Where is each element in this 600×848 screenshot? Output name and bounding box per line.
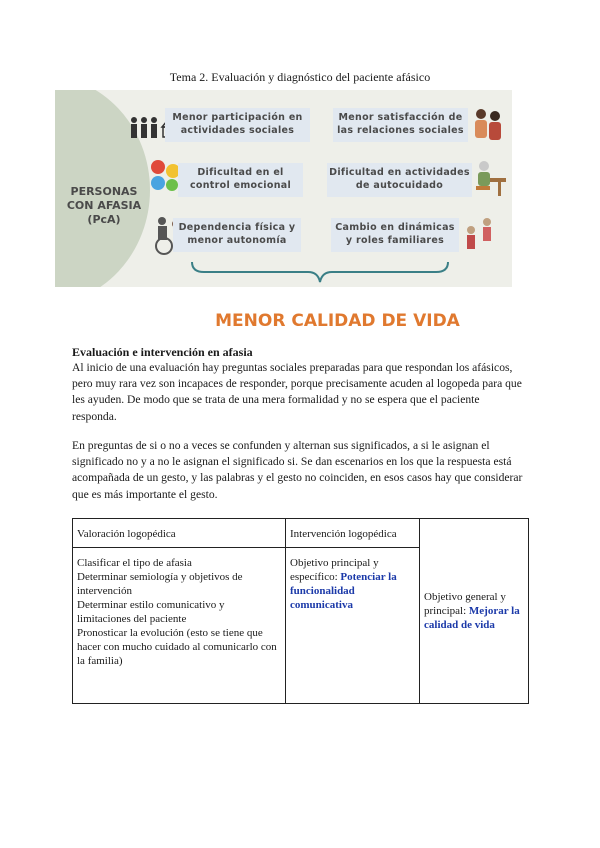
paragraph: Al inicio de una evaluación hay preguntas sociales preparadas para que respondan los afásicos, pero muy rara vez son incapaces de responder, porque precisamente acuden al logopeda para que les ayuden. De modo que se trata de una mera formalidad y no se espera que el paciente responda.	[72, 361, 522, 423]
general-objective-label: Objetivo general y principal:	[424, 591, 506, 617]
box-line: Cambio en dinámicas	[335, 222, 455, 233]
family-icon	[463, 216, 497, 252]
box-line: y roles familiares	[345, 235, 445, 246]
pca-label-line: (PcA)	[87, 213, 121, 226]
pca-label	[59, 185, 149, 227]
effect-box-social-relations	[333, 108, 468, 142]
section-title: Evaluación e intervención en afasia	[72, 345, 253, 359]
aphasia-infographic	[55, 90, 512, 287]
box-line: Dificultad en actividades	[329, 167, 470, 178]
box-line: Dependencia física y	[178, 222, 296, 233]
specific-objective-cell	[286, 548, 420, 704]
effect-box-self-care	[327, 163, 472, 197]
table-header-cell: Intervención logopédica	[286, 519, 420, 548]
couple-icon	[471, 106, 505, 142]
evaluation-table	[72, 518, 529, 704]
evaluation-items-cell	[73, 548, 286, 704]
effect-box-dependence	[173, 218, 301, 252]
pca-label-line: PERSONAS	[70, 185, 138, 198]
box-line: menor autonomía	[187, 235, 287, 246]
general-objective-cell	[420, 519, 529, 704]
table-header-row	[73, 519, 529, 548]
page-header: Tema 2. Evaluación y diagnóstico del paciente afásico	[169, 70, 431, 84]
self-care-icon	[468, 158, 508, 198]
paragraph: En preguntas de si o no a veces se confunden y alternan sus significados, a si le asignan el significado no y a no le asignan el significado si. Se dan escenarios en los que la respuesta está acompañada de un gesto, y las palabras y el gesto no coinciden, en esos casos hay que considerar que es más importante el gesto.	[72, 439, 523, 501]
table-header-cell: Valoración logopédica	[73, 519, 286, 548]
box-line: actividades sociales	[180, 125, 295, 136]
box-line: Dificultad en el	[197, 167, 284, 178]
box-line: las relaciones sociales	[337, 125, 464, 136]
emotions-icon	[148, 158, 182, 192]
effect-box-family-roles	[331, 218, 459, 252]
box-line: de autocuidado	[355, 180, 444, 191]
pca-label-line: CON AFASIA	[66, 199, 142, 212]
effect-box-emotional-control	[178, 163, 303, 197]
list-item: Clasificar el tipo de afasia	[77, 557, 192, 569]
list-item: Determinar estilo comunicativo y limitaciones del paciente	[77, 599, 225, 625]
box-line: Menor participación en	[172, 112, 303, 123]
list-item: Determinar semiología y objetivos de intervención	[77, 571, 243, 597]
box-line: Menor satisfacción de	[338, 112, 463, 123]
box-line: control emocional	[189, 180, 292, 191]
effect-box-social-participation	[165, 108, 310, 142]
list-item: Pronosticar la evolución (esto se tiene que hacer con mucho cuidado al comunicarlo con la familia)	[77, 627, 277, 667]
specific-objective-value: Potenciar la funcionalidad comunicativa	[290, 571, 397, 611]
summary-brace	[190, 260, 450, 284]
specific-objective-label: Objetivo principal y específico:	[290, 557, 379, 583]
result-title: MENOR CALIDAD DE VIDA	[215, 311, 460, 331]
general-objective-value: Mejorar la calidad de vida	[424, 605, 520, 631]
